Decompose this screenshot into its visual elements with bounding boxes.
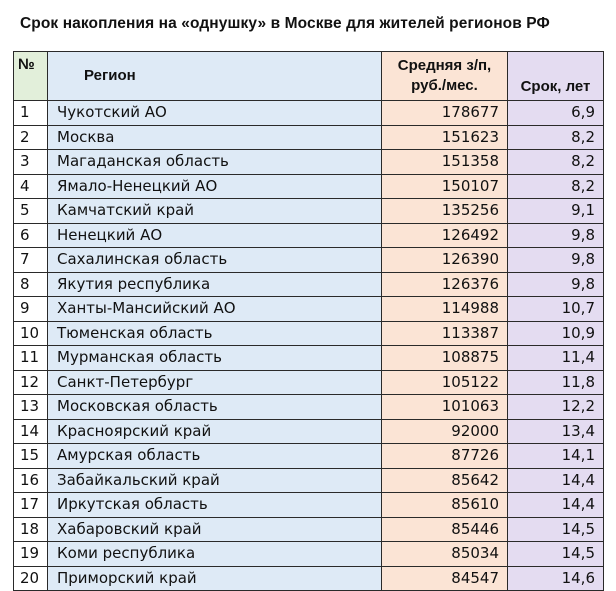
row-num: 5: [14, 199, 48, 224]
row-salary: 85034: [382, 542, 508, 567]
row-term: 6,9: [508, 101, 604, 126]
table-row: [14, 150, 604, 175]
header-salary: [382, 52, 508, 101]
row-term: 9,1: [508, 199, 604, 224]
row-term: 11,8: [508, 370, 604, 395]
row-num: 9: [14, 297, 48, 322]
table-row: [14, 248, 604, 273]
header-term: Срок, лет: [508, 52, 604, 101]
row-term: 14,5: [508, 542, 604, 567]
row-num: 7: [14, 248, 48, 273]
row-num: 17: [14, 493, 48, 518]
row-num: 11: [14, 346, 48, 371]
row-salary: 126376: [382, 272, 508, 297]
table-row: [14, 517, 604, 542]
table-row: [14, 370, 604, 395]
row-term: 14,1: [508, 444, 604, 469]
row-term: 14,4: [508, 493, 604, 518]
row-term: 8,2: [508, 150, 604, 175]
row-num: 4: [14, 174, 48, 199]
row-region: Магаданская область: [48, 150, 382, 175]
header-row: [14, 52, 604, 101]
table-row: [14, 321, 604, 346]
table-row: [14, 125, 604, 150]
row-salary: 126492: [382, 223, 508, 248]
row-region: Ханты-Мансийский АО: [48, 297, 382, 322]
row-salary: 151623: [382, 125, 508, 150]
header-salary-line1: Средняя з/п,: [397, 57, 492, 74]
row-region: Ненецкий АО: [48, 223, 382, 248]
row-salary: 92000: [382, 419, 508, 444]
table-row: [14, 444, 604, 469]
page-title: Срок накопления на «однушку» в Москве для жителей регионов РФ: [20, 15, 550, 32]
table-body: [14, 101, 604, 591]
table-row: [14, 395, 604, 420]
row-salary: 150107: [382, 174, 508, 199]
row-num: 10: [14, 321, 48, 346]
row-num: 3: [14, 150, 48, 175]
header-salary-line2: руб./мес.: [411, 77, 478, 94]
row-region: Чукотский АО: [48, 101, 382, 126]
row-num: 18: [14, 517, 48, 542]
row-region: Амурская область: [48, 444, 382, 469]
row-term: 14,5: [508, 517, 604, 542]
row-term: 13,4: [508, 419, 604, 444]
header-num: №: [14, 52, 48, 101]
header-region: Регион: [48, 52, 382, 101]
row-salary: 126390: [382, 248, 508, 273]
row-num: 1: [14, 101, 48, 126]
table-row: [14, 566, 604, 591]
row-region: Тюменская область: [48, 321, 382, 346]
row-salary: 105122: [382, 370, 508, 395]
row-salary: 85610: [382, 493, 508, 518]
row-num: 13: [14, 395, 48, 420]
row-salary: 113387: [382, 321, 508, 346]
row-num: 2: [14, 125, 48, 150]
row-salary: 85446: [382, 517, 508, 542]
row-term: 8,2: [508, 174, 604, 199]
row-term: 11,4: [508, 346, 604, 371]
row-region: Иркутская область: [48, 493, 382, 518]
table-row: [14, 174, 604, 199]
row-salary: 87726: [382, 444, 508, 469]
table-row: [14, 493, 604, 518]
row-salary: 85642: [382, 468, 508, 493]
row-num: 14: [14, 419, 48, 444]
table-row: [14, 272, 604, 297]
row-term: 10,7: [508, 297, 604, 322]
table-header: [14, 52, 604, 101]
row-region: Мурманская область: [48, 346, 382, 371]
row-region: Приморский край: [48, 566, 382, 591]
row-term: 9,8: [508, 223, 604, 248]
table-row: [14, 542, 604, 567]
row-region: Московская область: [48, 395, 382, 420]
ranking-table: [13, 51, 604, 591]
row-salary: 101063: [382, 395, 508, 420]
row-region: Санкт-Петербург: [48, 370, 382, 395]
row-region: Забайкальский край: [48, 468, 382, 493]
row-num: 15: [14, 444, 48, 469]
table-row: [14, 223, 604, 248]
row-term: 12,2: [508, 395, 604, 420]
row-region: Ямало-Ненецкий АО: [48, 174, 382, 199]
row-region: Камчатский край: [48, 199, 382, 224]
table-row: [14, 199, 604, 224]
table-row: [14, 346, 604, 371]
row-region: Коми республика: [48, 542, 382, 567]
row-num: 19: [14, 542, 48, 567]
row-term: 8,2: [508, 125, 604, 150]
row-term: 9,8: [508, 248, 604, 273]
row-region: Хабаровский край: [48, 517, 382, 542]
table-row: [14, 297, 604, 322]
row-term: 10,9: [508, 321, 604, 346]
table-row: [14, 101, 604, 126]
row-num: 16: [14, 468, 48, 493]
row-region: Якутия республика: [48, 272, 382, 297]
table-row: [14, 468, 604, 493]
row-term: 9,8: [508, 272, 604, 297]
row-region: Сахалинская область: [48, 248, 382, 273]
row-num: 6: [14, 223, 48, 248]
row-num: 8: [14, 272, 48, 297]
table-row: [14, 419, 604, 444]
row-term: 14,4: [508, 468, 604, 493]
row-salary: 108875: [382, 346, 508, 371]
row-term: 14,6: [508, 566, 604, 591]
row-salary: 84547: [382, 566, 508, 591]
row-num: 12: [14, 370, 48, 395]
row-salary: 151358: [382, 150, 508, 175]
row-salary: 114988: [382, 297, 508, 322]
row-region: Москва: [48, 125, 382, 150]
row-region: Красноярский край: [48, 419, 382, 444]
row-salary: 178677: [382, 101, 508, 126]
row-num: 20: [14, 566, 48, 591]
row-salary: 135256: [382, 199, 508, 224]
